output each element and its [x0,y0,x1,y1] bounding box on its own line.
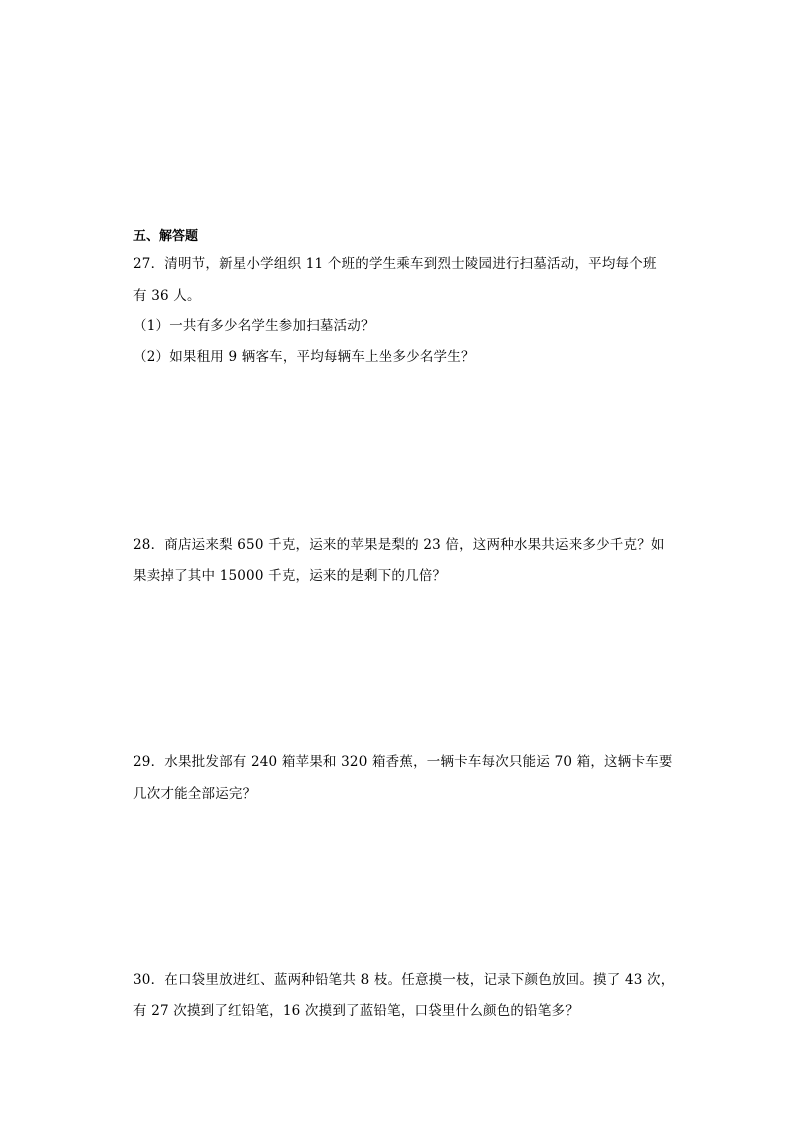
question-29-line-2: 几次才能全部运完？ [133,786,257,802]
question-28-line-2: 果卖掉了其中 15000 千克，运来的是剩下的几倍？ [133,568,447,584]
question-27-sub-1: （1）一共有多少名学生参加扫墓活动？ [133,318,375,334]
question-27-sub-2: （2）如果租用 9 辆客车，平均每辆车上坐多少名学生？ [133,349,475,365]
question-27-line-2: 有 36 人。 [133,288,201,304]
question-28-line-1: 28．商店运来梨 650 千克，运来的苹果是梨的 23 倍，这两种水果共运来多少千克？如 [133,537,665,553]
question-27-line-1: 27．清明节，新星小学组织 11 个班的学生乘车到烈士陵园进行扫墓活动，平均每个班 [133,256,657,272]
question-30-line-1: 30．在口袋里放进红、蓝两种铅笔共 8 枝。任意摸一枝，记录下颜色放回。摸了 43 次， [133,972,675,988]
question-30-line-2: 有 27 次摸到了红铅笔，16 次摸到了蓝铅笔，口袋里什么颜色的铅笔多？ [133,1003,579,1019]
section-title: 五、解答题 [133,229,199,244]
question-29-line-1: 29．水果批发部有 240 箱苹果和 320 箱香蕉，一辆卡车每次只能运 70 箱，这辆卡车要 [133,754,673,770]
